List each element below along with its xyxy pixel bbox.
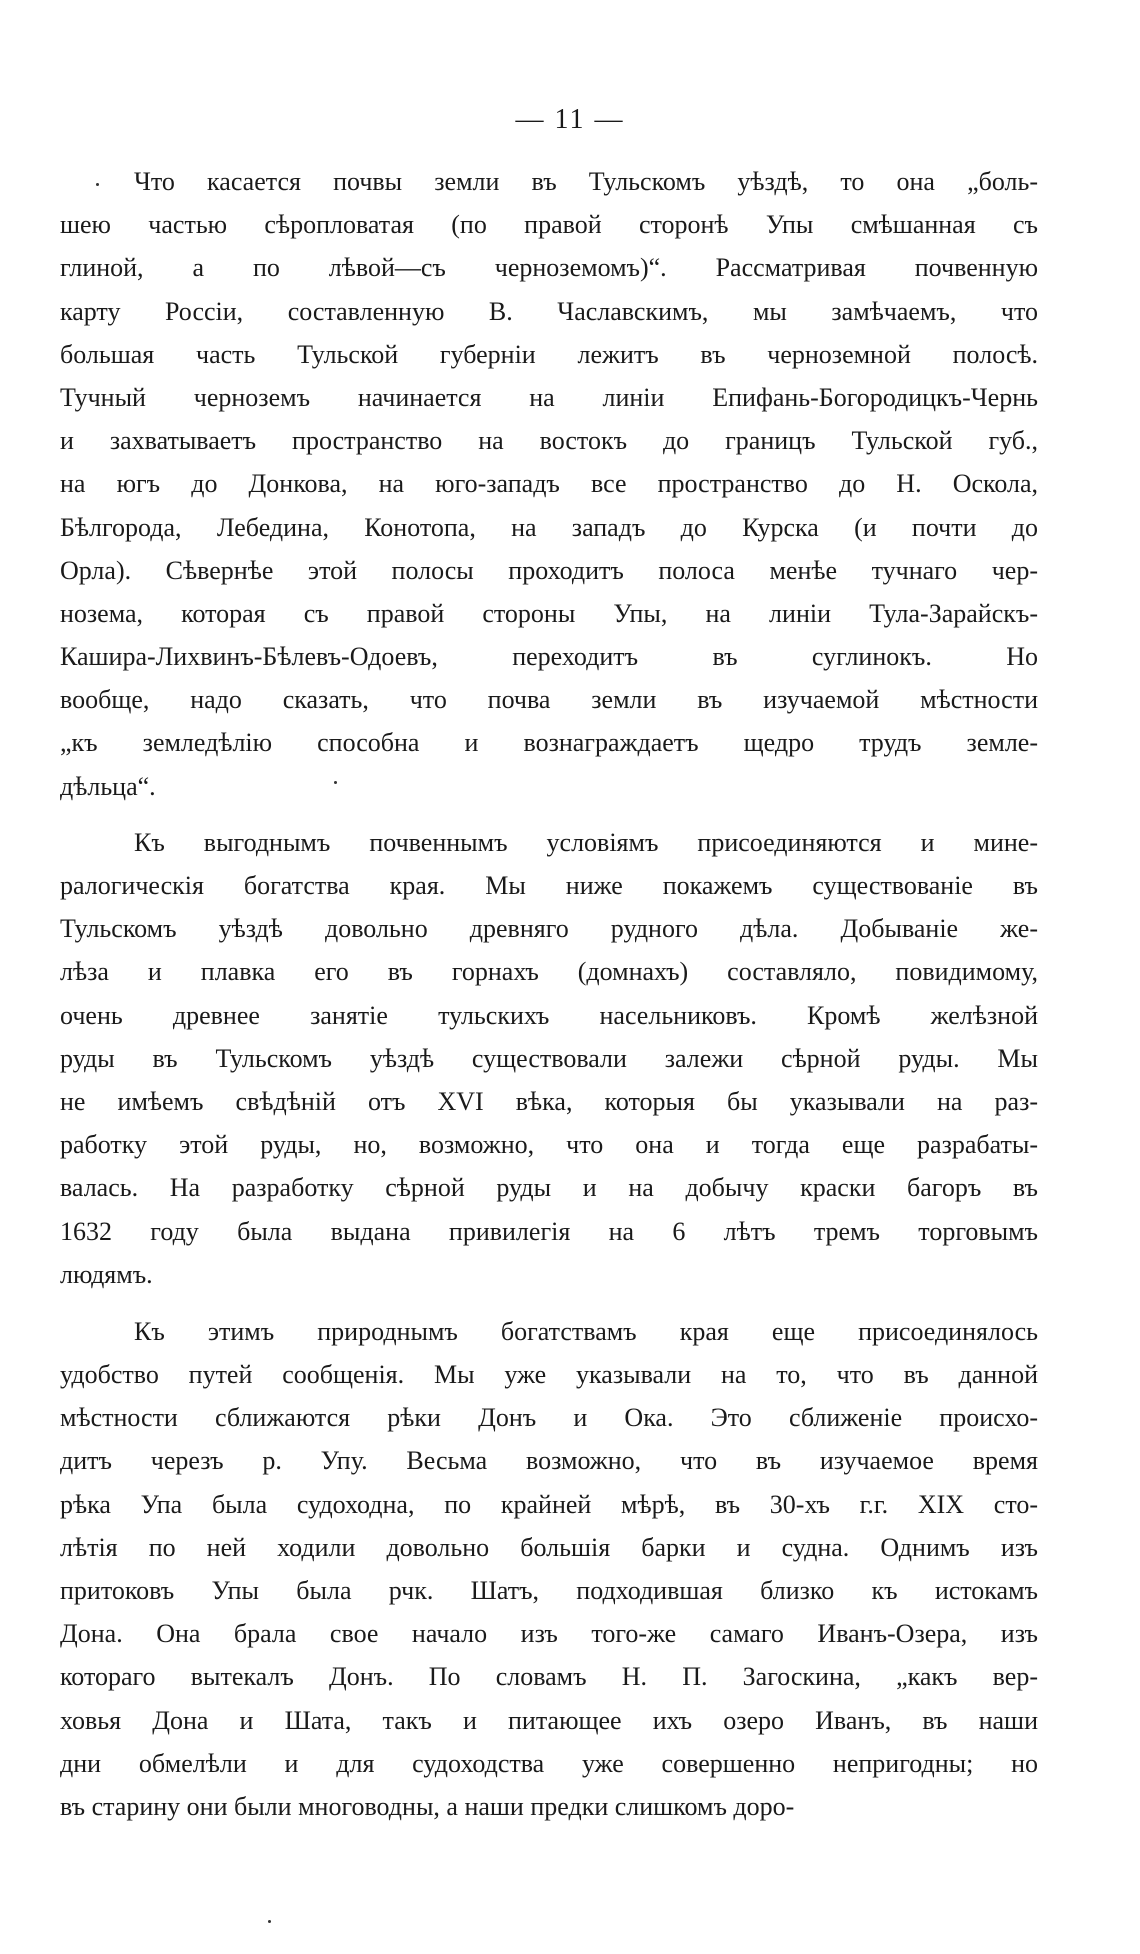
- print-speck: [268, 1920, 271, 1923]
- text-line: дитъ черезъ р. Упу. Весьма возможно, что въ изучаемое время: [60, 1446, 1038, 1476]
- text-line: на югъ до Донкова, на юго-западъ все пространство до Н. Оскола,: [60, 469, 1038, 499]
- text-line: вообще, надо сказать, что почва земли въ изучаемой мѣстности: [60, 685, 1038, 715]
- paragraph-minerals: [60, 821, 1038, 1296]
- page-number: — 11 —: [515, 104, 625, 135]
- text-line: Бѣлгорода, Лебедина, Конотопа, на западъ до Курска (и почти до: [60, 512, 1038, 542]
- text-line: Къ этимъ природнымъ богатствамъ края еще присоединялось: [134, 1316, 1038, 1346]
- text-line: очень древнее занятіе тульскихъ насельниковъ. Кромѣ желѣзной: [60, 1000, 1038, 1030]
- text-line: „къ земледѣлію способна и вознаграждаетъ щедро трудъ земле-: [60, 728, 1038, 758]
- text-line: Кашира-Лихвинъ-Бѣлевъ-Одоевъ, переходитъ въ суглинокъ. Но: [60, 642, 1038, 672]
- paragraph-waterways: [60, 1310, 1038, 1828]
- text-line: лѣза и плавка его въ горнахъ (домнахъ) составляло, повидимому,: [60, 957, 1038, 987]
- text-line: котораго вытекалъ Донъ. По словамъ Н. П. Загоскина, „какъ вер-: [60, 1662, 1038, 1692]
- text-line: дѣльца“.: [60, 771, 156, 801]
- text-line: шею частью сѣропловатая (по правой сторонѣ Упы смѣшанная съ: [60, 210, 1038, 240]
- text-line: карту Россіи, составленную В. Чаславскимъ, мы замѣчаемъ, что: [60, 296, 1038, 326]
- print-speck: [96, 183, 99, 186]
- text-line: удобство путей сообщенія. Мы уже указывали на то, что въ данной: [60, 1360, 1038, 1390]
- text-line: большая часть Тульской губерніи лежитъ въ черноземной полосѣ.: [60, 339, 1038, 369]
- text-line: не имѣемъ свѣдѣній отъ XVI вѣка, которыя бы указывали на раз-: [60, 1086, 1038, 1116]
- print-speck: [334, 781, 337, 784]
- text-line: мѣстности сближаются рѣки Донъ и Ока. Это сближеніе происхо-: [60, 1403, 1038, 1433]
- text-line: Что касается почвы земли въ Тульскомъ уѣздѣ, то она „боль-: [134, 167, 1038, 196]
- text-line: и захватываетъ пространство на востокъ до границъ Тульской губ.,: [60, 426, 1038, 456]
- text-line: лѣтія по ней ходили довольно большія барки и судна. Однимъ изъ: [60, 1532, 1038, 1562]
- text-line: въ старину они были многоводны, а наши предки слишкомъ доро-: [60, 1791, 795, 1821]
- paragraph-soil: [60, 160, 1038, 808]
- text-line: Тульскомъ уѣздѣ довольно древняго рудного дѣла. Добываніе же-: [60, 914, 1038, 944]
- paragraph-gap: [60, 808, 1038, 821]
- text-line: Тучный черноземъ начинается на линіи Епифань-Богородицкъ-Чернь: [60, 382, 1038, 412]
- text-line: притоковъ Упы была рчк. Шатъ, подходившая близко къ истокамъ: [60, 1576, 1038, 1605]
- text-line: 1632 году была выдана привилегія на 6 лѣтъ тремъ торговымъ: [60, 1216, 1038, 1246]
- text-line: дни обмелѣли и для судоходства уже совершенно непригодны; но: [60, 1748, 1038, 1778]
- text-line: Орла). Сѣвернѣе этой полосы проходитъ полоса менѣе тучнаго чер-: [60, 555, 1038, 585]
- text-line: валась. На разработку сѣрной руды и на добычу краски багоръ въ: [60, 1173, 1038, 1203]
- text-line: рѣка Упа была судоходна, по крайней мѣрѣ, въ 30-хъ г.г. XIX сто-: [60, 1489, 1038, 1519]
- text-line: ховья Дона и Шата, такъ и питающее ихъ озеро Иванъ, въ наши: [60, 1705, 1038, 1735]
- text-line: ралогическія богатства края. Мы ниже покажемъ существованіе въ: [60, 871, 1038, 900]
- text-line: Къ выгоднымъ почвеннымъ условіямъ присоединяются и мине-: [134, 827, 1038, 857]
- text-line: глиной, а по лѣвой—съ черноземомъ)“. Рассматривая почвенную: [60, 253, 1038, 283]
- text-line: Дона. Она брала свое начало изъ того-же самаго Иванъ-Озера, изъ: [60, 1619, 1038, 1649]
- text-line: руды въ Тульскомъ уѣздѣ существовали залежи сѣрной руды. Мы: [60, 1043, 1038, 1073]
- text-line: людямъ.: [60, 1259, 153, 1289]
- paragraph-gap: [60, 1296, 1038, 1310]
- text-line: нозема, которая съ правой стороны Упы, на линіи Тула-Зарайскъ-: [60, 598, 1038, 628]
- body-text: [60, 160, 1038, 1828]
- text-line: работку этой руды, но, возможно, что она и тогда еще разрабаты-: [60, 1130, 1038, 1160]
